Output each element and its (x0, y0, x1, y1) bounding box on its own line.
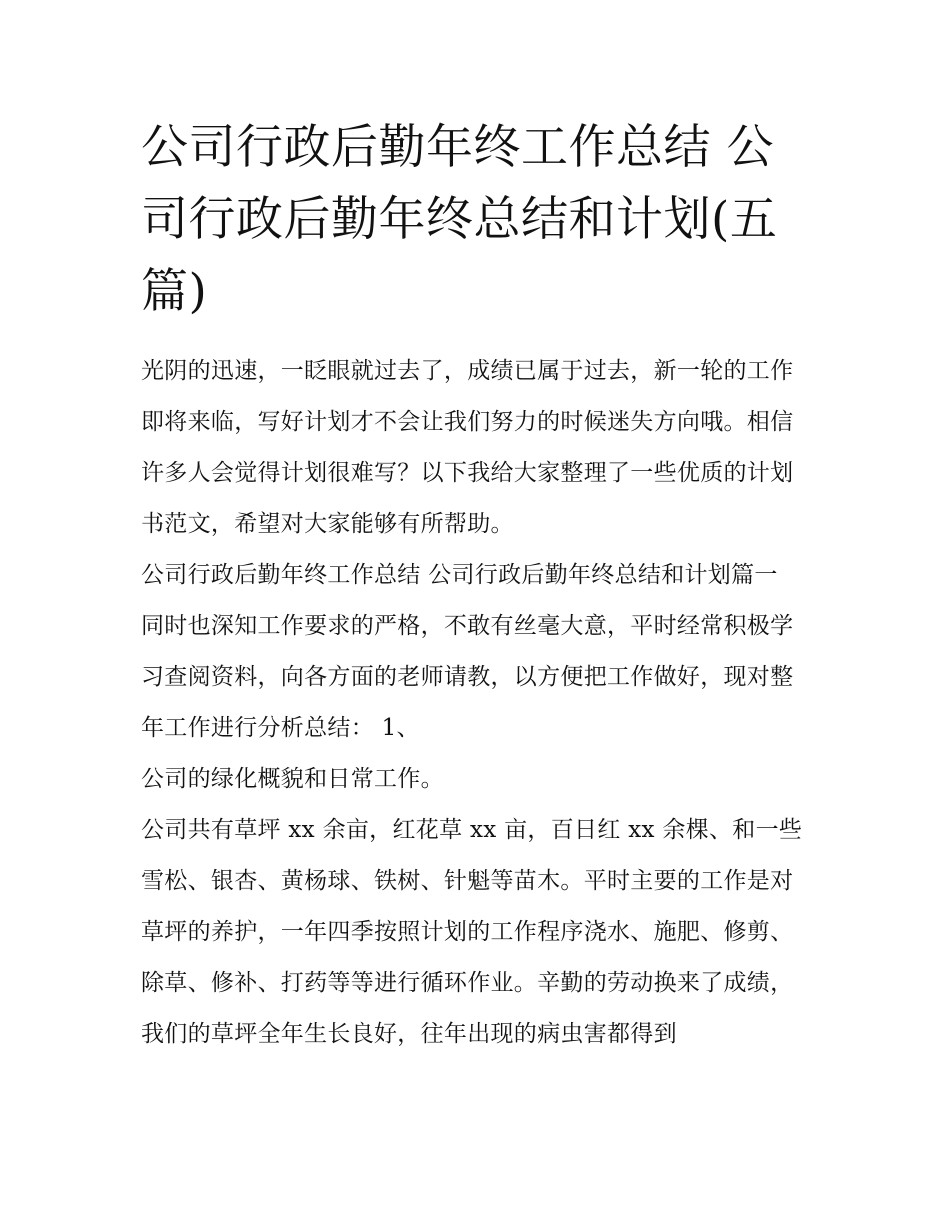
intro-paragraph: 光阴的迅速，一眨眼就过去了，成绩已属于过去，新一轮的工作即将来临，写好计划才不会让我们努力的时候迷失方向哦。相信许多人会觉得计划很难写？以下我给大家整理了一些优质的计划书范文，希望对大家能够有所帮助。 (141, 358, 794, 537)
body-paragraph: 同时也深知工作要求的严格，不敢有丝毫大意，平时经常积极学习查阅资料，向各方面的老师请教，以方便把工作做好，现对整年工作进行分析总结： 1、 (141, 613, 794, 741)
document-title: 公司行政后勤年终工作总结 公司行政后勤年终总结和计划(五篇) (141, 120, 778, 319)
paragraph-list (141, 346, 813, 1060)
document-body (141, 112, 813, 1060)
body-paragraph: 公司的绿化概貌和日常工作。 (141, 766, 444, 792)
body-paragraph: 公司共有草坪 xx 余亩，红花草 xx 亩，百日红 xx 余棵、和一些雪松、银杏、黄杨球、铁树、针魁等苗木。平时主要的工作是对草坪的养护，一年四季按照计划的工作程序浇水、施肥、修剪、除草、修补、打药等等进行循环作业。辛勤的劳动换来了成绩，我们的草坪全年生长良好，往年出现的病虫害都得到 (141, 817, 803, 1047)
section-heading: 公司行政后勤年终工作总结 公司行政后勤年终总结和计划篇一 (141, 562, 778, 588)
